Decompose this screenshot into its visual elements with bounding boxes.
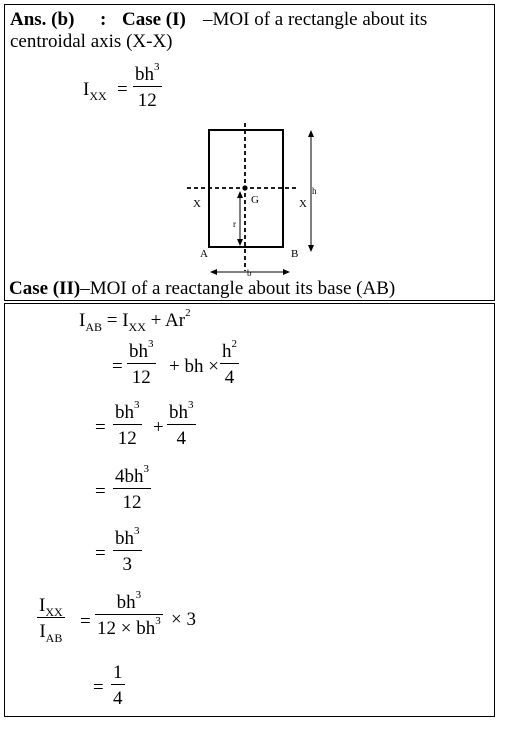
x-right-label: X bbox=[299, 198, 307, 210]
case2-heading: Case (II)–MOI of a reactangle about its base (AB) bbox=[9, 278, 396, 299]
h-label: h bbox=[312, 186, 317, 196]
answer-label: Ans. (b) bbox=[10, 9, 75, 30]
centroid-point bbox=[242, 185, 247, 190]
ixx-fraction: $\frac{bh^3}{12}$ bbox=[135, 61, 160, 111]
b-corner-label: B bbox=[291, 248, 299, 260]
ixx-symbol: $I_{XX}$ bbox=[83, 79, 107, 103]
line5-fraction: $\frac{bh^3}{3}$ bbox=[115, 525, 140, 575]
case1-heading: Case (I) bbox=[122, 9, 186, 30]
line4-fraction: $\frac{4bh^3}{12}$ bbox=[115, 463, 149, 513]
case1-text-line2: centroidal axis (X-X) bbox=[10, 31, 173, 52]
case1-text-line1: –MOI of a rectangle about its bbox=[203, 9, 428, 30]
line3-equals: = bbox=[95, 417, 106, 438]
ratio-equals: = bbox=[80, 611, 91, 632]
line2-equals: = bbox=[112, 356, 123, 377]
case2-box bbox=[4, 303, 495, 717]
x-left-label: X bbox=[193, 198, 201, 210]
line5-equals: = bbox=[95, 543, 106, 564]
line3-fraction-1: $\frac{bh^3}{12}$ bbox=[115, 399, 140, 449]
answer-colon: : bbox=[100, 9, 107, 30]
ratio-rhs-fraction: $\frac{bh^3}{12 \times bh^3}$ bbox=[97, 589, 161, 639]
final-fraction: $\frac{1}{4}$ bbox=[113, 662, 123, 709]
line2-fraction-2: $\frac{h^2}{4}$ bbox=[222, 338, 237, 388]
iab-equation: $I_{AB} = I_{XX} + Ar^2$ bbox=[79, 307, 191, 334]
rectangle-figure bbox=[181, 123, 331, 278]
line3-plus: + bbox=[153, 417, 164, 438]
final-equals: = bbox=[93, 677, 104, 698]
equals-sign: = bbox=[117, 79, 128, 100]
line4-equals: = bbox=[95, 481, 106, 502]
case1-box bbox=[4, 4, 495, 301]
ratio-times-three: × 3 bbox=[171, 609, 196, 630]
line3-fraction-2: $\frac{bh^3}{4}$ bbox=[169, 399, 194, 449]
line2-fraction-1: $\frac{bh^3}{12}$ bbox=[129, 338, 154, 388]
r-label: r bbox=[233, 219, 236, 229]
ratio-lhs-fraction: $I_{XX}$ $I_{AB}$ bbox=[39, 595, 63, 645]
g-label: G bbox=[251, 194, 259, 206]
a-label: A bbox=[200, 248, 208, 260]
b-width-label: b bbox=[247, 268, 252, 278]
line2-plus-bh-times: + bh × bbox=[169, 356, 219, 377]
